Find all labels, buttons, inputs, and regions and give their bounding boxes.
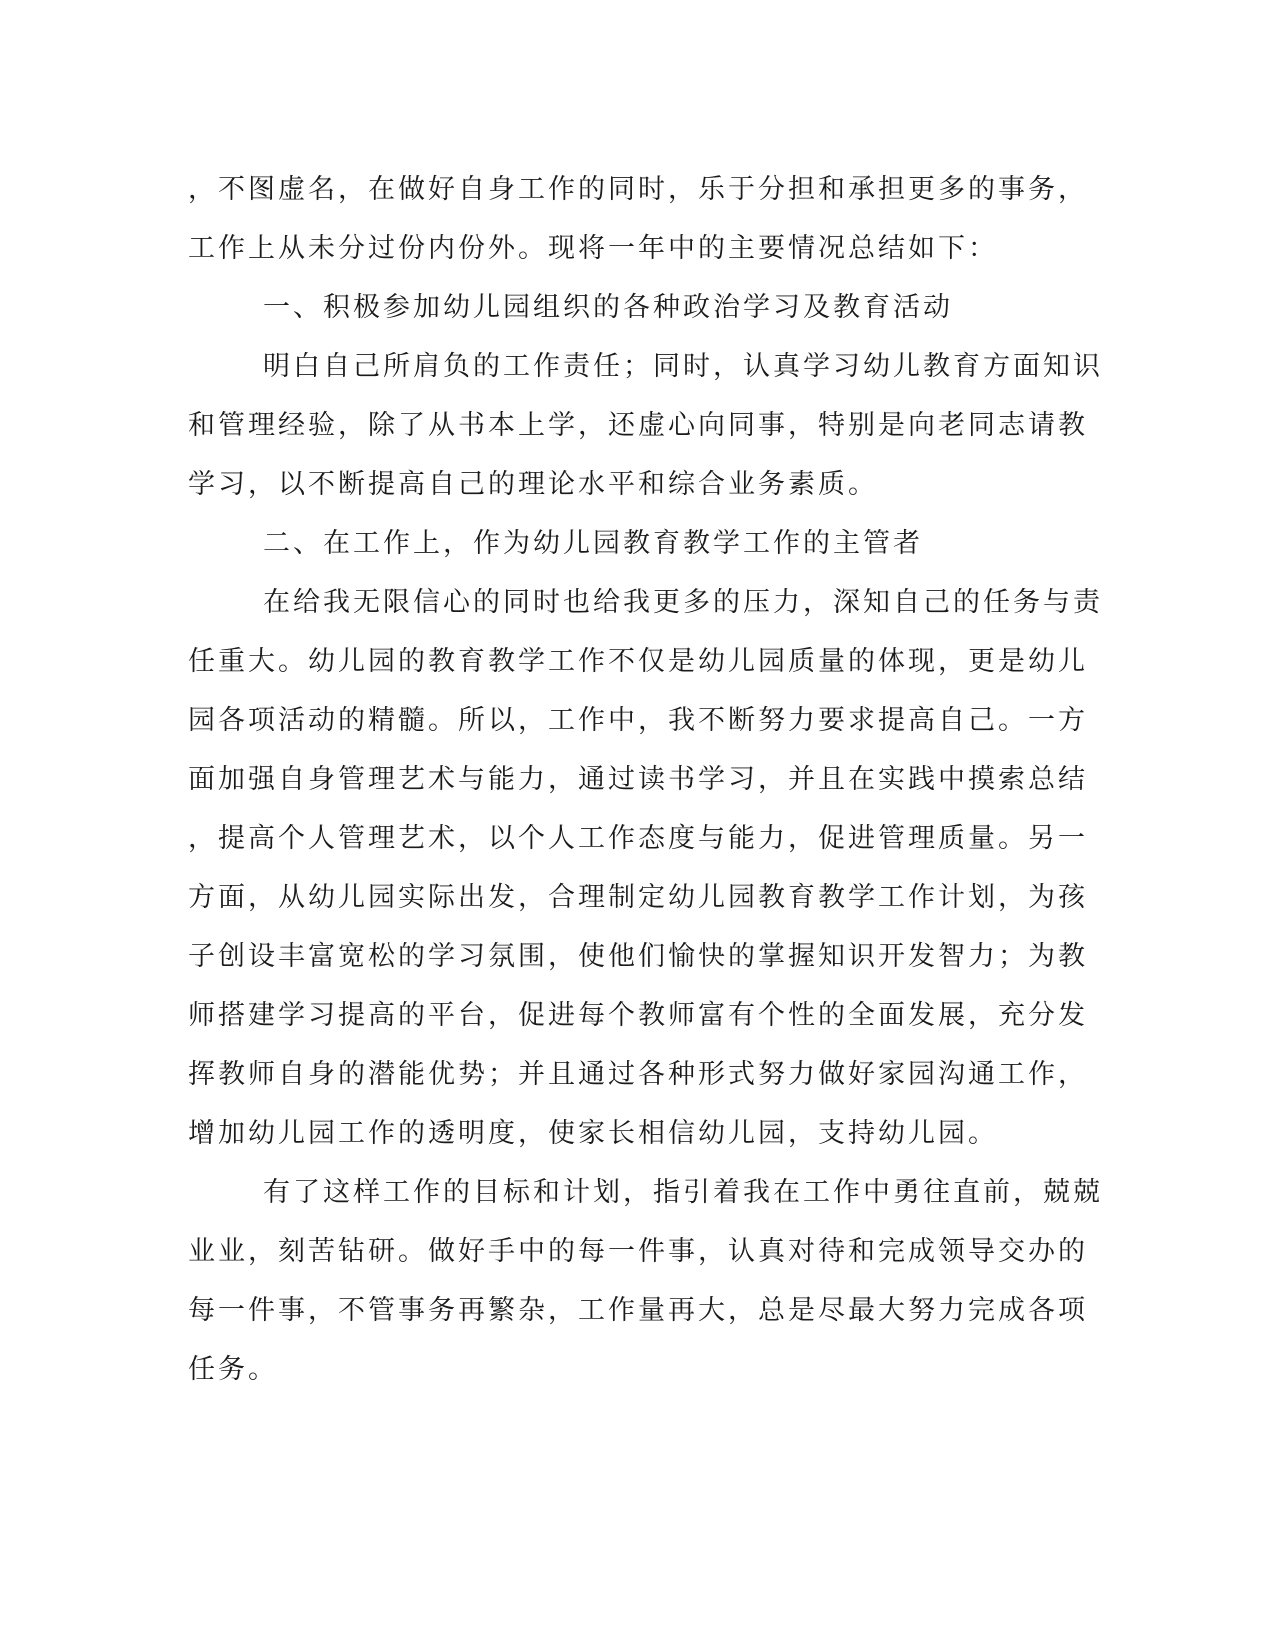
text-line: ，不图虚名，在做好自身工作的同时，乐于分担和承担更多的事务，	[188, 174, 1088, 205]
text-line: 增加幼儿园工作的透明度，使家长相信幼儿园，支持幼儿园。	[188, 1118, 998, 1149]
text-line: 明白自己所肩负的工作责任；同时，认真学习幼儿教育方面知识	[263, 351, 1103, 382]
text-line: 业业，刻苦钻研。做好手中的每一件事，认真对待和完成领导交办的	[188, 1236, 1088, 1267]
text-line: 工作上从未分过份内份外。现将一年中的主要情况总结如下：	[188, 233, 998, 264]
text-line: 每一件事，不管事务再繁杂，工作量再大，总是尽最大努力完成各项	[188, 1295, 1088, 1326]
text-line: 任重大。幼儿园的教育教学工作不仅是幼儿园质量的体现，更是幼儿	[188, 646, 1088, 677]
text-line: 挥教师自身的潜能优势；并且通过各种形式努力做好家园沟通工作，	[188, 1059, 1088, 1090]
text-line: 园各项活动的精髓。所以，工作中，我不断努力要求提高自己。一方	[188, 705, 1088, 736]
text-line: 面加强自身管理艺术与能力，通过读书学习，并且在实践中摸索总结	[188, 764, 1088, 795]
text-line: 有了这样工作的目标和计划，指引着我在工作中勇往直前，兢兢	[263, 1177, 1103, 1208]
text-line: 任务。	[188, 1354, 278, 1385]
section-heading: 二、在工作上，作为幼儿园教育教学工作的主管者	[263, 528, 923, 559]
text-line: 和管理经验，除了从书本上学，还虚心向同事，特别是向老同志请教	[188, 410, 1088, 441]
text-line: ，提高个人管理艺术，以个人工作态度与能力，促进管理质量。另一	[188, 823, 1088, 854]
text-line: 师搭建学习提高的平台，促进每个教师富有个性的全面发展，充分发	[188, 1000, 1088, 1031]
text-line: 子创设丰富宽松的学习氛围，使他们愉快的掌握知识开发智力；为教	[188, 941, 1088, 972]
text-line: 学习，以不断提高自己的理论水平和综合业务素质。	[188, 469, 878, 500]
section-heading: 一、积极参加幼儿园组织的各种政治学习及教育活动	[263, 292, 953, 323]
text-line: 在给我无限信心的同时也给我更多的压力，深知自己的任务与责	[263, 587, 1103, 618]
document-body	[188, 160, 1103, 1399]
text-line: 方面，从幼儿园实际出发，合理制定幼儿园教育教学工作计划，为孩	[188, 882, 1088, 913]
